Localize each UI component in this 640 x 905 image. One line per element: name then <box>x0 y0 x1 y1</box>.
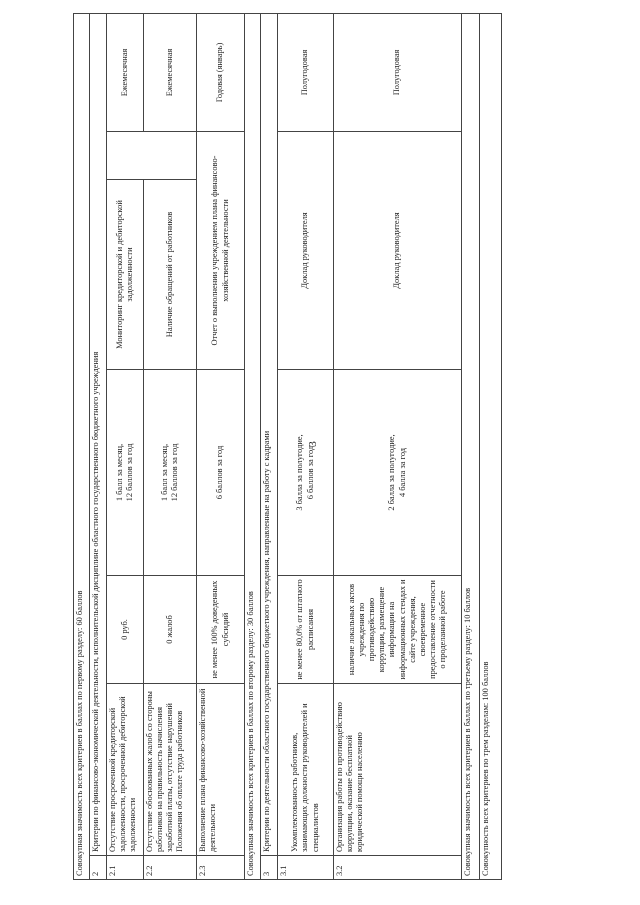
criterion: Отсутствие просроченной кредиторской задолженности, просроченной дебиторской задолженности <box>107 684 144 856</box>
report-form: Отчет о выполнении учреждением плана финансово-хозяйственной деятельности <box>197 132 245 370</box>
table-row <box>334 13 462 879</box>
total-all-sections: Совокупность всех критериев по трем разделам: 100 баллов <box>480 13 502 879</box>
report-form: Наличие обращений от работников <box>144 180 197 370</box>
section-number: 2 <box>90 856 107 880</box>
periodicity: Ежемесячная <box>144 13 197 131</box>
row-number: 2.2 <box>144 856 197 880</box>
total-section-1: Совокупная значимость всех критериев в баллах по первому разделу: 60 баллов <box>74 13 90 879</box>
points: 6 баллов за год <box>197 370 245 576</box>
report-form: Доклад руководителя <box>334 132 462 370</box>
section-number: 3 <box>261 856 278 880</box>
periodicity: Годовая (январь) <box>197 13 245 131</box>
table-row-section-2 <box>90 13 107 879</box>
points: 2 балла за полугодие, 4 балла за год <box>334 370 462 576</box>
section-title: Критерии по финансово-экономической деятельности, исполнительской дисциплине областного государственного бюджетного учреждения <box>90 13 107 855</box>
points: 1 балл за месяц, 12 баллов за год <box>144 370 197 576</box>
table-row-total-1 <box>74 13 90 879</box>
condition: не менее 100% доведенных субсидий <box>197 576 245 684</box>
table-row-total-2 <box>245 13 261 879</box>
table-row <box>107 13 144 879</box>
total-section-3: Совокупная значимость всех критериев в баллах по третьему разделу: 10 баллов <box>462 13 480 879</box>
table-row <box>197 13 245 879</box>
points: 1 балл за месяц, 12 баллов за год <box>107 370 144 576</box>
criterion: Укомплектованность работников, занимающих должности руководителей и специалистов <box>278 684 334 856</box>
row-number: 2.3 <box>197 856 245 880</box>
report-form: Мониторинг кредиторской и дебиторской задолженности <box>107 180 144 370</box>
row-number: 3.1 <box>278 856 334 880</box>
criterion: Выполнение плана финансово-хозяйственной деятельности <box>197 684 245 856</box>
criterion: Отсутствие обоснованных жалоб со стороны работников на правильность начисления заработной платы, отсутствие нарушений Положения об оплате труда работников <box>144 684 197 856</box>
condition: не менее 80,0% от штатного расписания <box>278 576 334 684</box>
periodicity: Полугодовая <box>278 13 334 131</box>
row-number: 2.1 <box>107 856 144 880</box>
criterion: Организация работы по противодействию коррупции, оказание бесплатной юридической помощи населению <box>334 684 462 856</box>
row-number: 3.2 <box>334 856 462 880</box>
condition: наличие локальных актов учреждения по противодействию коррупции, размещение информации на информационных стендах и сайте учреждения, своевременное предоставление отчетности о проделанной работе <box>334 576 462 684</box>
criteria-table <box>73 13 502 880</box>
table-row-section-3 <box>261 13 278 879</box>
report-form: Доклад руководителя <box>278 132 334 370</box>
points: 3 балла за полугодие, 6 баллов за год <box>278 370 334 576</box>
condition: 0 руб. <box>107 576 144 684</box>
periodicity: Ежемесячная <box>107 13 144 131</box>
table-row <box>278 13 334 879</box>
page-number: 3 <box>306 441 319 447</box>
section-title: Критерии по деятельности областного государственного бюджетного учреждения, направленные на работу с кадрами <box>261 13 278 855</box>
criteria-table-rotated <box>73 14 501 880</box>
table-row-total-3 <box>462 13 480 879</box>
total-section-2: Совокупная значимость всех критериев в баллах по второму разделу: 30 баллов <box>245 13 261 879</box>
periodicity: Полугодовая <box>334 13 462 131</box>
table-row-total-all <box>480 13 502 879</box>
condition: 0 жалоб <box>144 576 197 684</box>
spacer-cell <box>107 132 197 180</box>
